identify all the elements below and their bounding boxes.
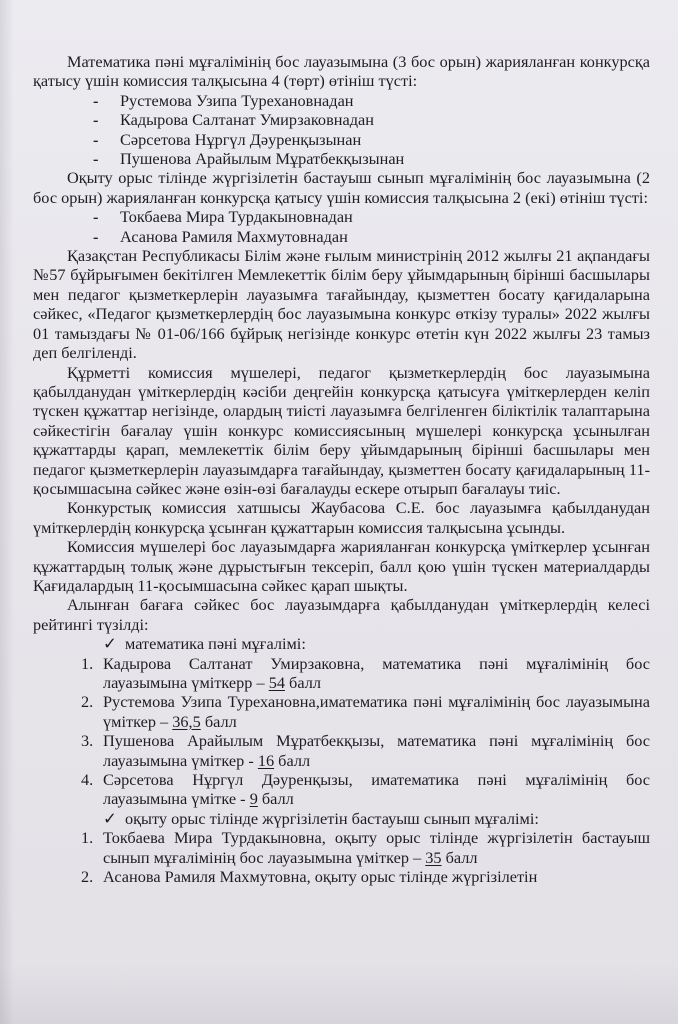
list-item: - Токбаева Мира Турдакыновнадан: [93, 207, 353, 227]
paragraph-rating-intro: Алынған бағаға сәйкес бос лауазымдарға қабылданудан үміткерлердің келесі рейтингі түзілді:: [33, 595, 650, 634]
list-item: - Кадырова Салтанат Умирзаковнадан: [93, 110, 374, 130]
primary-ranking-list: [33, 828, 650, 886]
list-item: - Сәрсетова Нұргүл Дәуренқызынан: [93, 129, 362, 149]
paragraph-legal-basis: Қазақстан Республикасы Білім және ғылым министрінің 2012 жылғы 21 ақпандағы №57 бұйрығымен бекітілген Мемлекеттік білім беру ұйымдарының бірінші басшылары мен педагог қызметкерлерін лауазымға тағайындау, қызметтен босату қағидаларына сәйкес, «Педагог қызметкерлердің бос лауазымына конкурс өткізу туралы» 2022 жылғы 01 тамыздағы № 01-06/166 бұйрық негізінде конкурс өтетін күн 2022 жылғы 23 тамыз деп белгіленді.: [33, 246, 650, 363]
primary-applicants-list: [33, 207, 650, 246]
score: 9: [249, 789, 258, 809]
ranking-item: 3. Пушенова Арайылым Мұратбекқызы, математика пәні мұғалімінің бос лауазымына үміткер - 16 балл: [81, 731, 650, 770]
ranking-item: 1. Кадырова Салтанат Умирзаковна, математика пәні мұғалімінің бос лауазымына үміткерр – 54 балл: [81, 653, 650, 692]
paragraph-review: Комиссия мүшелері бос лауазымдарға жарияланған конкурсқа үміткерлер ұсынған құжаттардың толық және дұрыстығын тексеріп, балл қою үшін түскен материалдарды Қағидалардың 11-қосымшасына сәйкес қарап шықты.: [33, 537, 650, 595]
checkmark-icon: ✓: [103, 808, 117, 828]
ranking-item: 4. Сәрсетова Нұргүл Дәуренқызы, иматематика пәні мұғалімінің бос лауазымына үмітке - 9 балл: [81, 770, 650, 809]
section-primary-teacher: [33, 809, 650, 828]
score: 35: [425, 847, 442, 867]
list-item: - Пушенова Арайылым Мұратбекқызынан: [93, 149, 405, 169]
math-ranking-list: [33, 654, 650, 809]
score: 54: [268, 673, 285, 692]
score: 36,5: [172, 711, 201, 731]
page-bottom-shadow: [0, 964, 678, 1024]
score: 16: [257, 750, 275, 770]
ranking-item: 2. Рустемова Узипа Турехановна,иматематика пәні мұғалімінің бос лауазымына үміткер – 36,5 балл: [81, 692, 650, 731]
math-applicants-list: [33, 91, 650, 169]
paragraph-primary-applications: Оқыту орыс тілінде жүргізілетін бастауыш сынып мұғалімінің бос лауазымына (2 бос орын) жарияланған конкурсқа қатысу үшін комиссия талқысына 2 (екі) өтініш түсті:: [33, 168, 650, 207]
list-item: - Рустемова Узипа Турехановнадан: [93, 90, 354, 110]
paragraph-evaluation: Құрметті комиссия мүшелері, педагог қызметкерлердің бос лауазымына қабылданудан үміткерлердің кәсіби деңгейін конкурсқа қатысуға үміткерлерден келіп түскен құжаттар негізінде, олардың тиісті лауазымға белгіленген біліктілік талаптарына сәйкестігін бағалау үшін конкурс комиссиясының мүшелері конкурсқа ұсынылған құжаттарды қарап, мемлекеттік білім беру ұйымдарының бірінші басшылары мен педагог қызметкерлерін лауазымдарға тағайындау, қызметтен босату қағидаларының 11-қосымшасына сәйкес және өзін-өзі бағалауды ескере отырып бағалауы тиіс.: [33, 362, 650, 498]
ranking-item: 1. Токбаева Мира Турдакыновна, оқыту орыс тілінде жүргізілетін бастауыш сынып мұғалімінің бос лауазымына үміткер – 35 балл: [81, 828, 650, 867]
page-edge-shadow: [0, 0, 14, 1024]
section-math-teacher: [33, 634, 650, 653]
paragraph-math-applications: Математика пәні мұғалімінің бос лауазымына (3 бос орын) жарияланған конкурсқа қатысу үшін комиссия талқысына 4 (төрт) өтініш түсті:: [33, 52, 650, 91]
list-item: - Асанова Рамиля Махмутовнадан: [93, 226, 348, 246]
checkmark-icon: ✓: [103, 634, 117, 654]
section-title: математика пәні мұғалімі:: [125, 634, 306, 654]
ranking-item: 2. Асанова Рамиля Махмутовна, оқыту орыс тілінде жүргізілетін: [81, 867, 538, 887]
paragraph-secretary: Конкурстық комиссия хатшысы Жаубасова С.Е. бос лауазымға қабылданудан үміткерлердің конкурсқа ұсынған құжаттарын комиссия талқысына ұсынды.: [33, 498, 650, 537]
section-title: оқыту орыс тілінде жүргізілетін бастауыш сынып мұғалімі:: [125, 808, 539, 828]
